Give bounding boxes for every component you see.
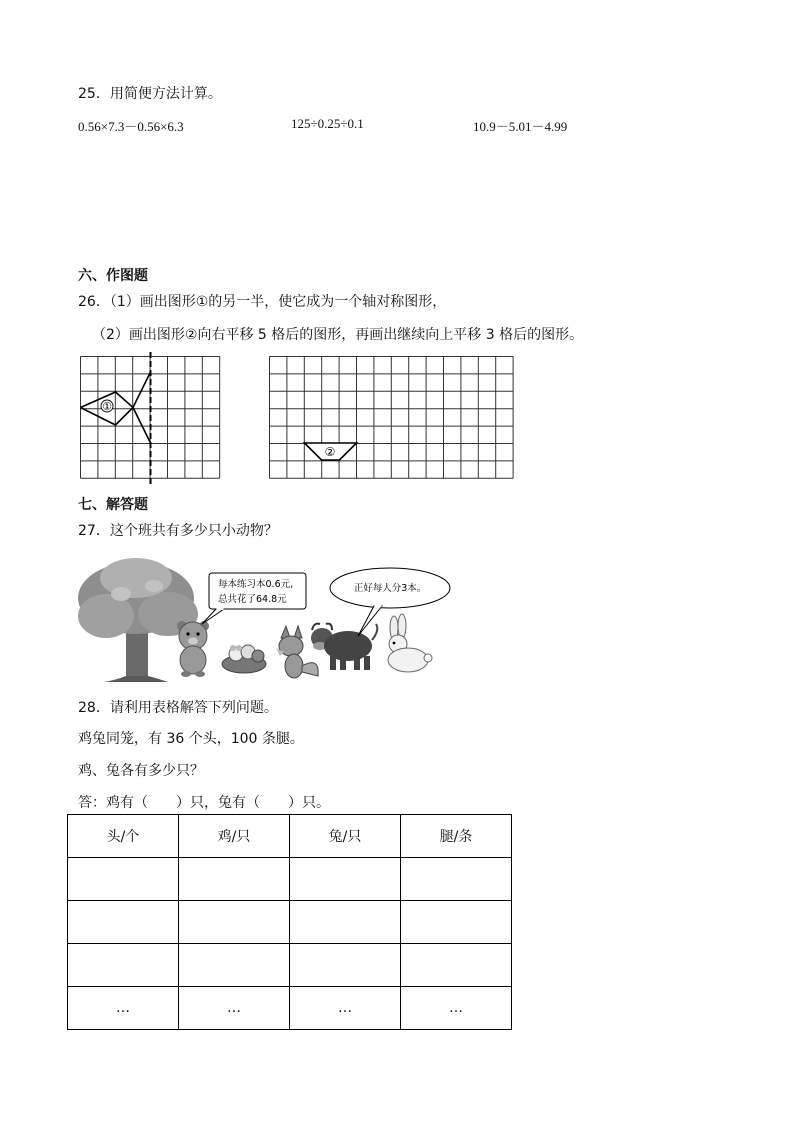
q28-line-2: 鸡、兔各有多少只？ bbox=[78, 763, 204, 779]
table-cell[interactable] bbox=[179, 901, 290, 944]
section-6-title: 六、作图题 bbox=[78, 268, 148, 284]
bubble-1-line-1: 每本练习本0.6元, bbox=[218, 579, 294, 590]
table-cell: … bbox=[68, 987, 179, 1030]
table-cell: … bbox=[179, 987, 290, 1030]
shape-2-label: ② bbox=[324, 445, 336, 459]
table-cell[interactable] bbox=[68, 901, 179, 944]
q28-line-1: 鸡兔同笼，有 36 个头，100 条腿。 bbox=[78, 731, 304, 747]
table-cell[interactable] bbox=[68, 944, 179, 987]
grid-1 bbox=[80, 356, 221, 480]
table-header-row bbox=[68, 815, 512, 858]
q25-expr-2: 125÷0.25÷0.1 bbox=[291, 116, 364, 131]
q28-answer: 答：鸡有（ ）只，兔有（ ）只。 bbox=[78, 795, 330, 811]
q27-title: 27．这个班共有多少只小动物？ bbox=[78, 523, 278, 539]
bull-image bbox=[311, 624, 377, 670]
table-cell: … bbox=[290, 987, 401, 1030]
table-cell[interactable] bbox=[401, 901, 512, 944]
section-7-title: 七、解答题 bbox=[78, 497, 148, 513]
q26-line-2: （2）画出图形②向右平移 5 格后的图形，再画出继续向上平移 3 格后的图形。 bbox=[92, 327, 584, 343]
fox-image bbox=[276, 626, 318, 678]
table-row bbox=[68, 987, 512, 1030]
table-header-cell: 头/个 bbox=[68, 815, 179, 858]
animals-illustration bbox=[76, 556, 456, 686]
bubble-2-text: 正好每人分3本。 bbox=[353, 583, 427, 594]
table-header-cell: 兔/只 bbox=[290, 815, 401, 858]
table-cell[interactable] bbox=[179, 858, 290, 901]
table-row bbox=[68, 858, 512, 901]
table-cell[interactable] bbox=[401, 858, 512, 901]
q28-title: 28．请利用表格解答下列问题。 bbox=[78, 700, 278, 716]
rabbit-image bbox=[388, 614, 432, 672]
table-cell[interactable] bbox=[290, 858, 401, 901]
bear-image bbox=[177, 621, 209, 677]
table-row bbox=[68, 944, 512, 987]
q28-table bbox=[67, 814, 512, 1030]
q26-line-1: 26．（1）画出图形①的另一半，使它成为一个轴对称图形， bbox=[78, 294, 447, 310]
q25-expr-3: 10.9－5.01－4.99 bbox=[473, 119, 568, 134]
grid-2 bbox=[269, 356, 514, 480]
q25-expr-1: 0.56×7.3－0.56×6.3 bbox=[78, 119, 184, 134]
q25-title: 25．用简便方法计算。 bbox=[78, 86, 222, 102]
shape-1-arrow bbox=[133, 372, 151, 443]
table-row bbox=[68, 901, 512, 944]
table-header-cell: 鸡/只 bbox=[179, 815, 290, 858]
table-cell[interactable] bbox=[290, 944, 401, 987]
bubble-1-line-2: 总共花了64.8元 bbox=[218, 594, 287, 605]
table-cell: … bbox=[401, 987, 512, 1030]
shape-1-label: ① bbox=[102, 400, 112, 413]
speech-bubble-1 bbox=[202, 573, 306, 624]
table-header-cell: 腿/条 bbox=[401, 815, 512, 858]
table-cell[interactable] bbox=[401, 944, 512, 987]
table-cell[interactable] bbox=[179, 944, 290, 987]
table-cell[interactable] bbox=[290, 901, 401, 944]
table-cell[interactable] bbox=[68, 858, 179, 901]
nest-animals-image bbox=[222, 645, 266, 673]
